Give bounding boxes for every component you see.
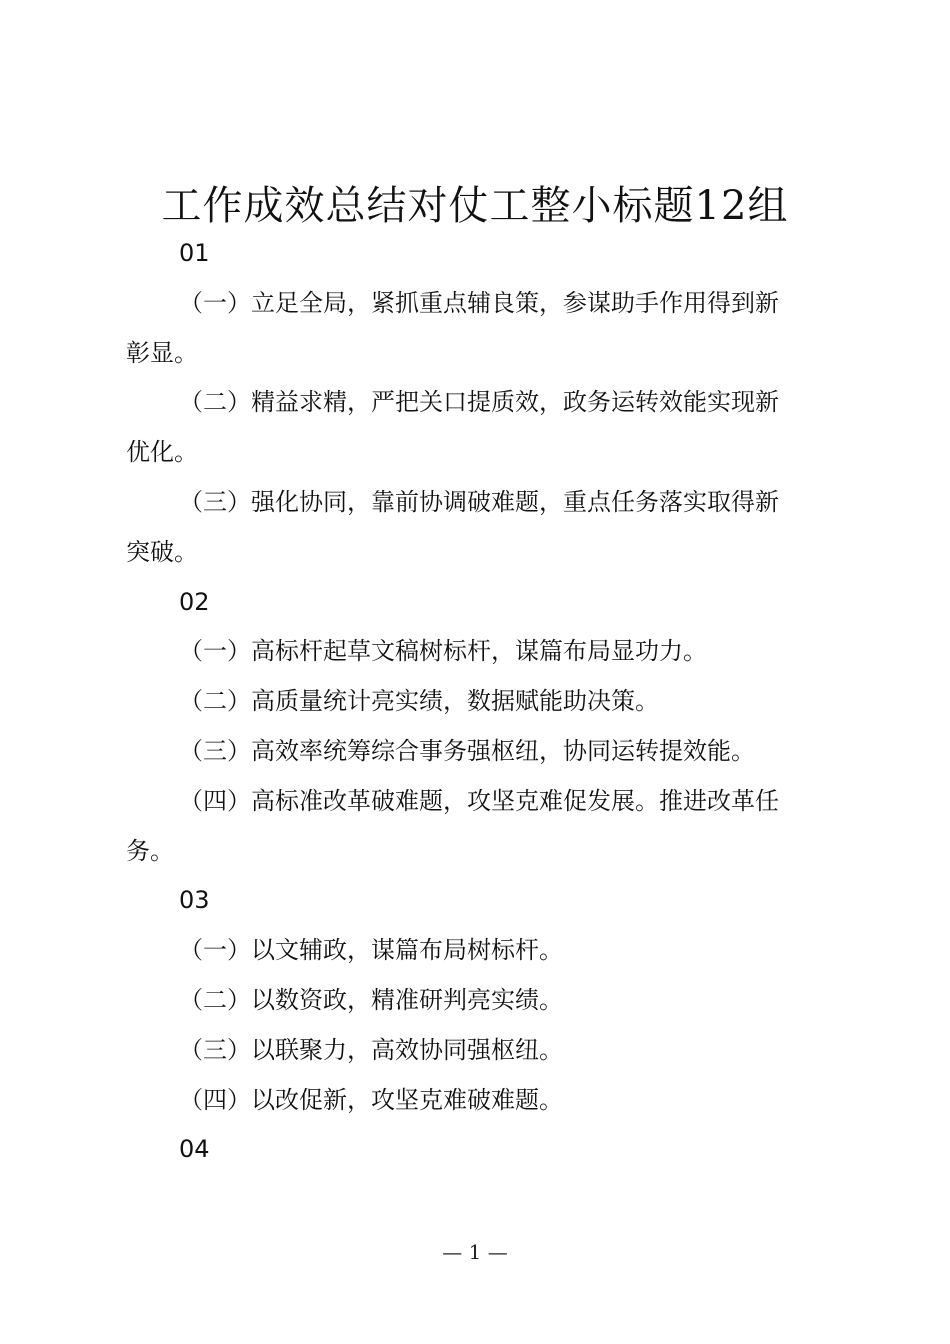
paragraph-line: 优化。 — [126, 438, 198, 467]
paragraph-line: （一）立足全局，紧抓重点辅良策，参谋助手作用得到新 — [179, 288, 779, 317]
paragraph-line: （二）以数资政，精准研判亮实绩。 — [179, 985, 563, 1014]
paragraph-line: （四）高标准改革破难题，攻坚克难促发展。推进改革任 — [179, 786, 779, 815]
paragraph-line: 02 — [179, 587, 210, 616]
page-number: — 1 — — [442, 1240, 508, 1264]
paragraph-line: （四）以改促新，攻坚克难破难题。 — [179, 1085, 563, 1114]
paragraph-line: （一）以文辅政，谋篇布局树标杆。 — [179, 936, 563, 965]
paragraph-line: （三）强化协同，靠前协调破难题，重点任务落实取得新 — [179, 487, 779, 516]
paragraph-line: （二）精益求精，严把关口提质效，政务运转效能实现新 — [179, 388, 779, 417]
paragraph-line: （三）高效率统筹综合事务强枢纽，协同运转提效能。 — [179, 736, 755, 765]
paragraph-line: （二）高质量统计亮实绩，数据赋能助决策。 — [179, 687, 659, 716]
paragraph-line: 03 — [179, 886, 210, 915]
paragraph-line: 突破。 — [126, 537, 198, 566]
paragraph-line: （三）以联聚力，高效协同强枢纽。 — [179, 1035, 563, 1064]
document-body — [126, 229, 838, 1175]
paragraph-line: 务。 — [126, 836, 174, 865]
paragraph-line: 04 — [179, 1135, 210, 1164]
paragraph-line: （一）高标杆起草文稿树标杆，谋篇布局显功力。 — [179, 637, 707, 666]
document-title: 工作成效总结对仗工整小标题12组 — [161, 183, 789, 229]
paragraph-line: 01 — [179, 239, 210, 267]
paragraph-line: 彰显。 — [126, 338, 198, 367]
